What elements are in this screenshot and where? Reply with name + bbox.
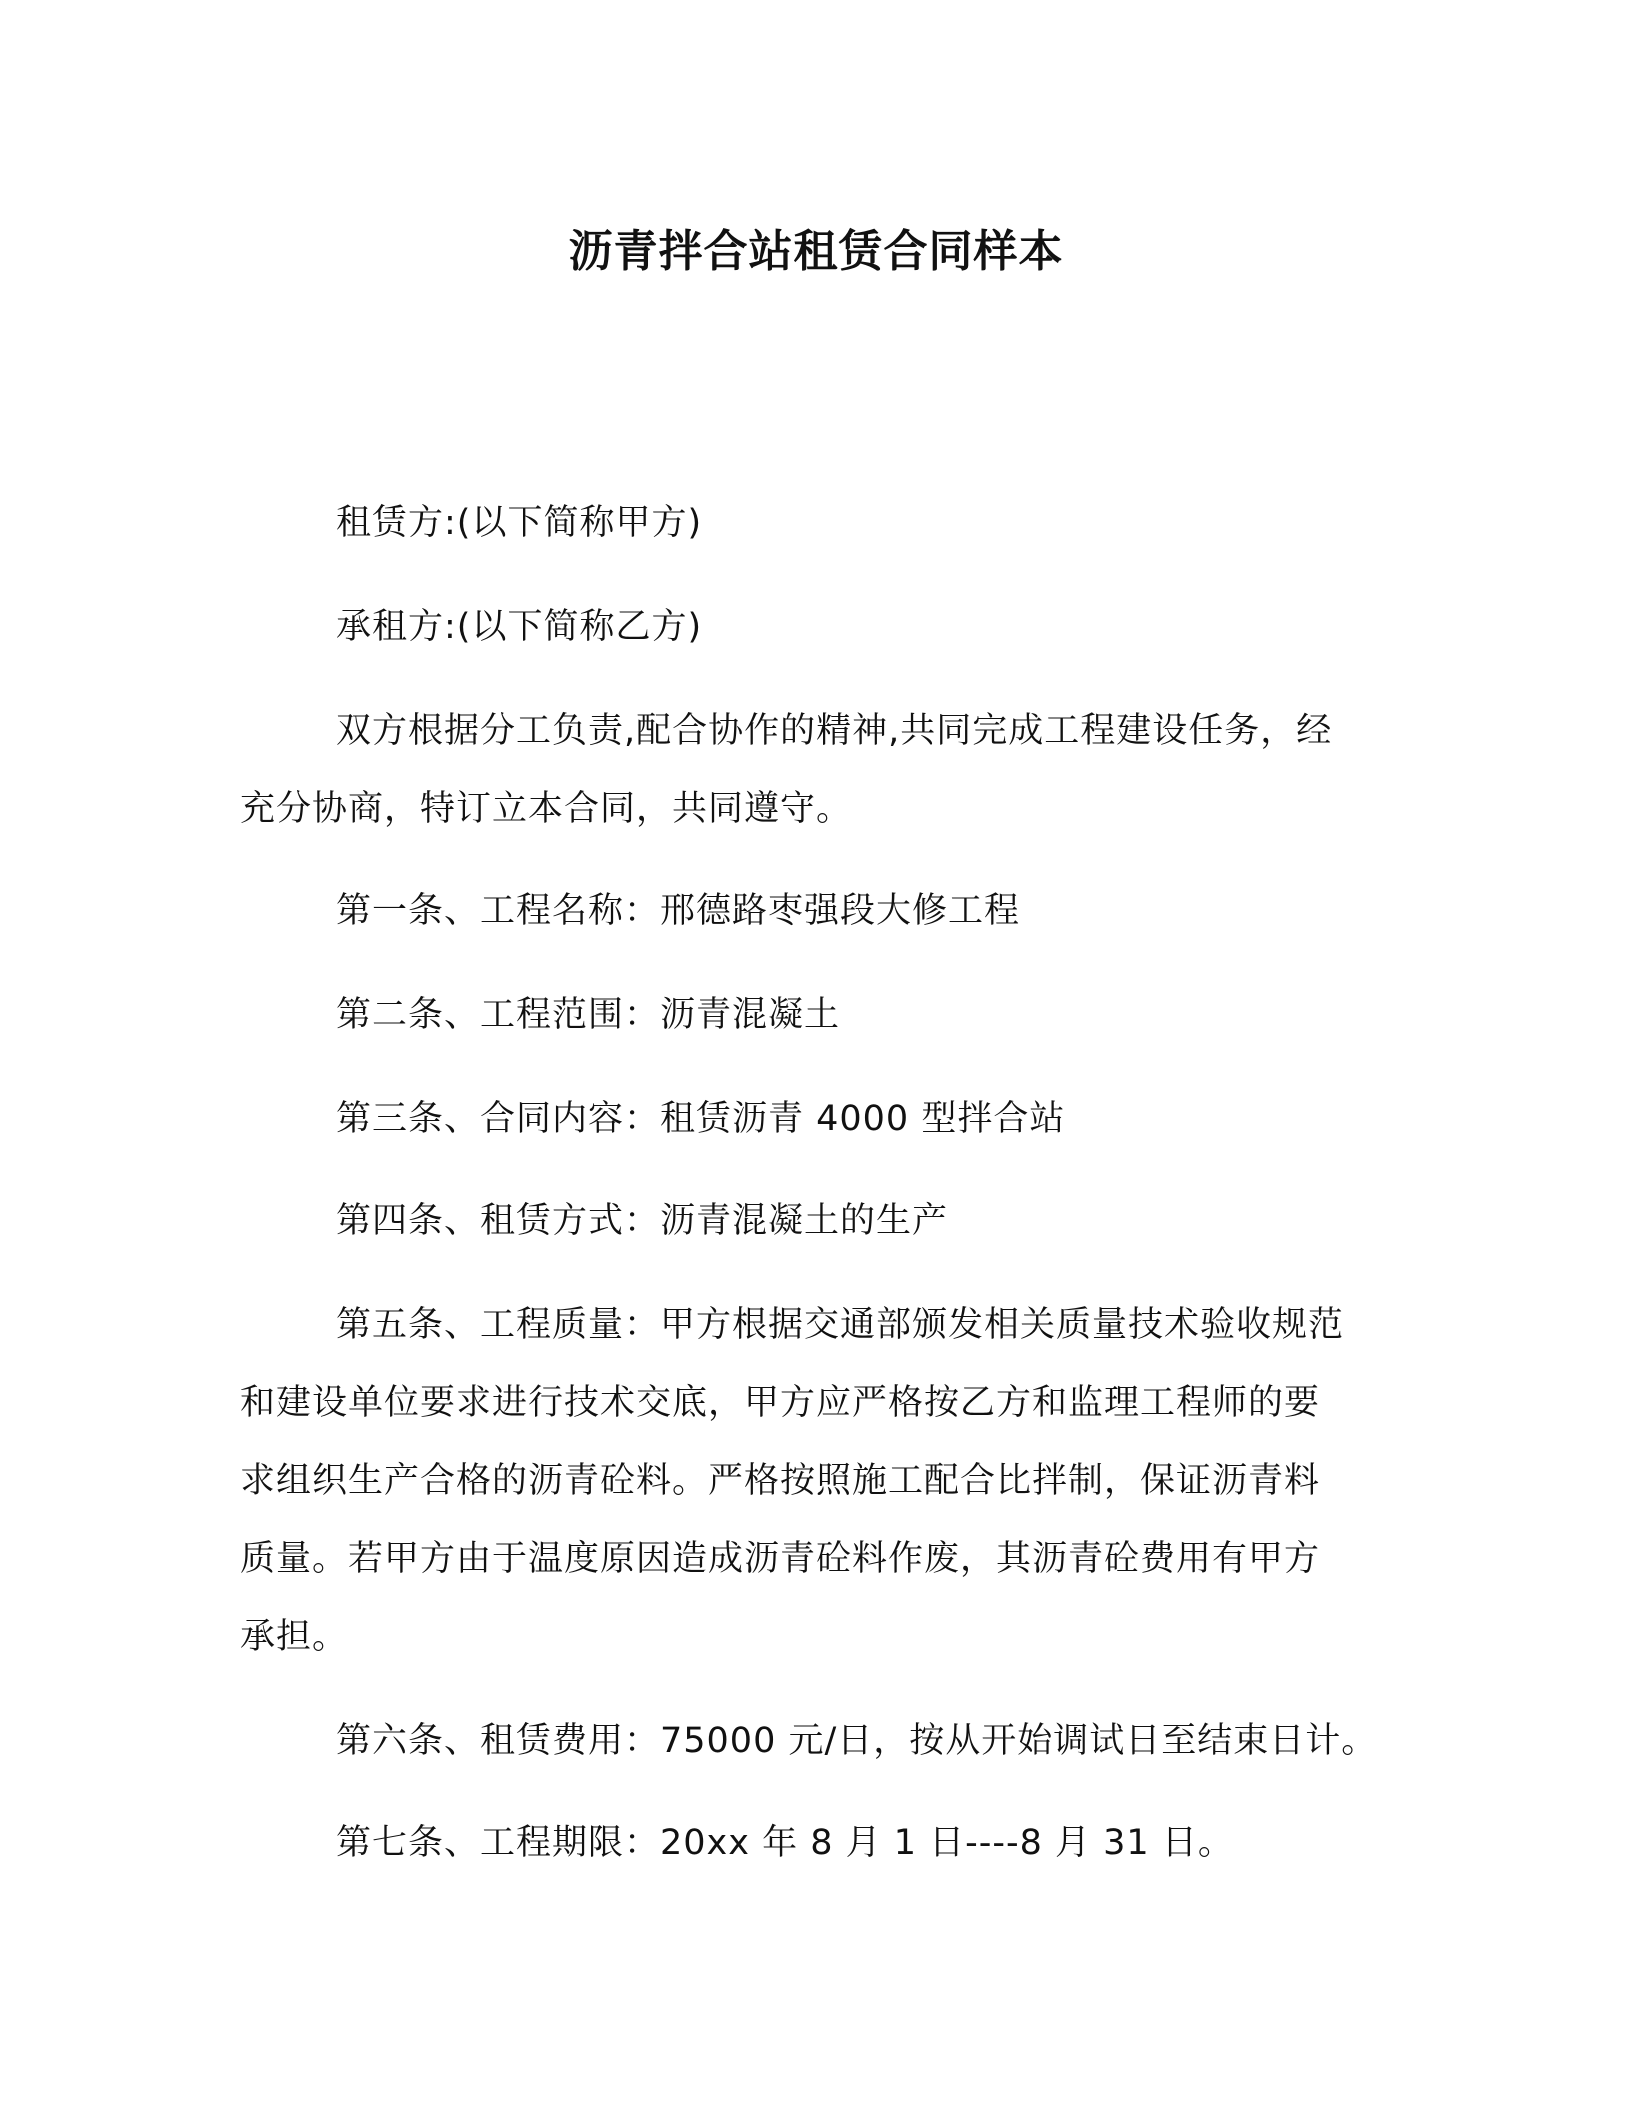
clause-5 [240, 1286, 1370, 1676]
clause-4 [240, 1182, 1370, 1260]
text-line: 承租方:(以下简称乙方) [336, 607, 703, 647]
clause-2 [240, 976, 1370, 1054]
text-line: 双方根据分工负责,配合协作的精神,共同完成工程建设任务，经 [336, 711, 1333, 751]
text-line: 第三条、合同内容：租赁沥青 4000 型拌合站 [336, 1099, 1066, 1139]
text-line: 第一条、工程名称：邢德路枣强段大修工程 [336, 891, 1021, 931]
clause-1 [240, 872, 1370, 950]
paragraph-intro [240, 692, 1370, 848]
text-line: 第五条、工程质量：甲方根据交通部颁发相关质量技术验收规范 [336, 1305, 1345, 1345]
text-line: 第六条、租赁费用：75000 元/日，按从开始调试日至结束日计。 [336, 1721, 1378, 1761]
paragraph-lessee [240, 588, 1370, 666]
document-title: 沥青拌合站租赁合同样本 [568, 226, 1064, 277]
text-line: 求组织生产合格的沥青砼料。严格按照施工配合比拌制，保证沥青料 [240, 1461, 1321, 1501]
clause-3 [240, 1080, 1370, 1158]
text-line: 第四条、租赁方式：沥青混凝土的生产 [336, 1201, 949, 1241]
text-line: 质量。若甲方由于温度原因造成沥青砼料作废，其沥青砼费用有甲方 [240, 1539, 1321, 1579]
text-line: 承担。 [240, 1617, 349, 1657]
text-line: 第七条、工程期限：20xx 年 8 月 1 日----8 月 31 日。 [336, 1823, 1234, 1863]
clause-6 [240, 1702, 1378, 1780]
text-line: 充分协商，特订立本合同，共同遵守。 [240, 789, 853, 829]
text-line: 和建设单位要求进行技术交底，甲方应严格按乙方和监理工程师的要 [240, 1383, 1321, 1423]
clause-7 [240, 1804, 1370, 1882]
text-line: 租赁方:(以下简称甲方) [336, 503, 703, 543]
paragraph-lessor [240, 484, 1370, 562]
text-line: 第二条、工程范围：沥青混凝土 [336, 995, 841, 1035]
